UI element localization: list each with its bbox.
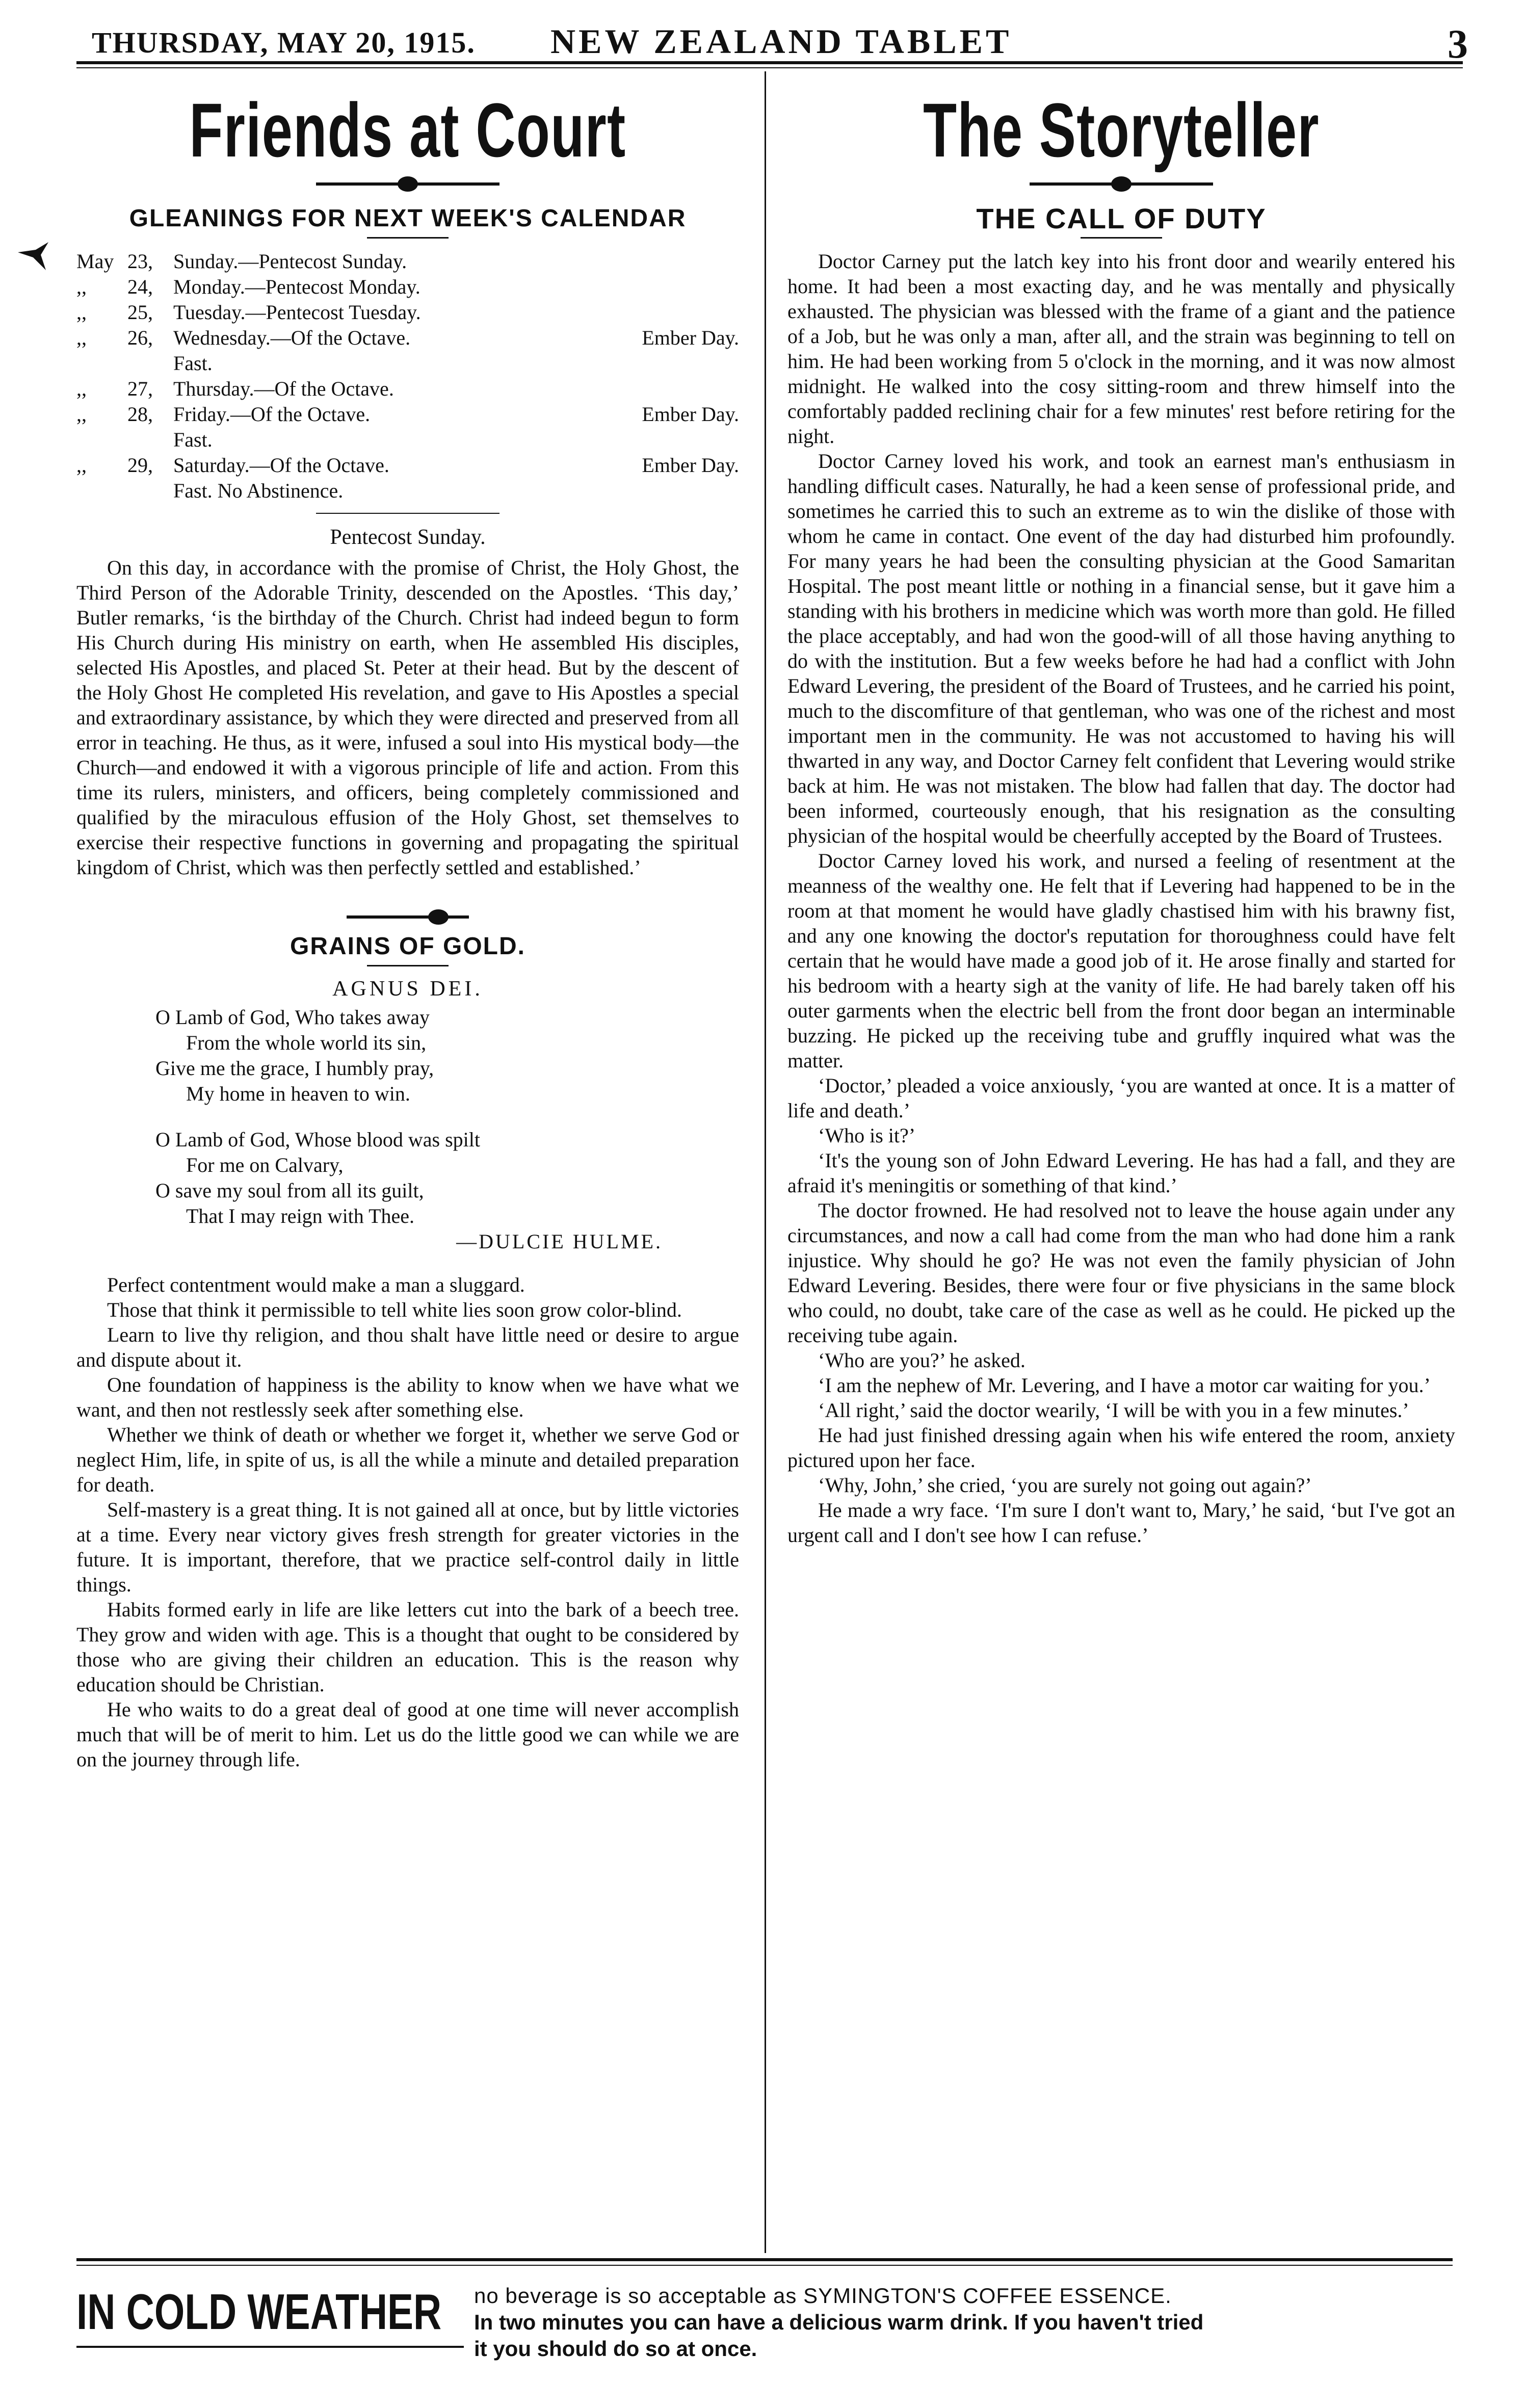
calendar-item <box>76 249 739 274</box>
calendar-note: Fast. <box>173 352 213 375</box>
divider <box>1081 237 1162 239</box>
calendar-month: ,, <box>76 454 87 477</box>
calendar-day: 29, <box>127 454 153 477</box>
story-paragraph: ‘It's the young son of John Edward Levering. He has had a fall, and they are afraid it's meningitis or something of that kind.’ <box>787 1149 1455 1197</box>
advert-line: no beverage is so acceptable as SYMINGTON'S COFFEE ESSENCE. <box>474 2284 1172 2308</box>
calendar-entry: Monday.—Pentecost Monday. <box>173 275 420 298</box>
calendar-entry: Friday.—Of the Octave. <box>173 403 371 426</box>
grain-paragraph: Learn to live thy religion, and thou shalt have little need or desire to argue and dispute about it. <box>76 1323 739 1371</box>
right-column <box>787 87 1455 1548</box>
poem-line: For me on Calvary, <box>186 1154 344 1176</box>
calendar-item <box>76 453 739 504</box>
newspaper-name: NEW ZEALAND TABLET <box>550 22 1012 61</box>
advert-text <box>474 2283 1453 2362</box>
grain-paragraph: Perfect contentment would make a man a sluggard. <box>107 1273 525 1296</box>
pentecost-heading: Pentecost Sunday. <box>330 526 486 549</box>
poem-author: —DULCIE HULME. <box>456 1230 663 1253</box>
calendar-entry: Sunday.—Pentecost Sunday. <box>173 250 407 273</box>
calendar-month: ,, <box>76 301 87 324</box>
grain-paragraph: One foundation of happiness is the ability to know when we have what we want, and then not restlessly seek after something else. <box>76 1373 739 1421</box>
calendar-month: ,, <box>76 275 87 298</box>
page-number: 3 <box>1448 22 1468 67</box>
grains-of-gold-title: GRAINS OF GOLD. <box>290 933 525 960</box>
calendar-day: 28, <box>127 403 153 426</box>
story-body <box>787 249 1455 1548</box>
poem-line: Give me the grace, I humbly pray, <box>155 1057 434 1080</box>
calendar-day: 27, <box>127 377 153 400</box>
ember-day-label: Ember Day. <box>642 454 739 477</box>
story-paragraph: Doctor Carney loved his work, and nursed a feeling of resentment at the meanness of the wealthy one. He felt that if Levering had happened to be in the room at that moment he would have gladly chastised him with his brawny fist, and any one knowing the doctor's reputation for thoroughness could have felt certain that he would have made a good job of it. He arose finally and started for his bedroom with a hearty sigh at the vanity of life. He had barely taken off his outer garments when the electric bell from the front door began an interminable buzzing. He picked up the receiving tube and gruffly inquired what was the matter. <box>787 849 1455 1072</box>
story-paragraph: ‘All right,’ said the doctor wearily, ‘I will be with you in a few minutes.’ <box>818 1399 1409 1422</box>
ember-day-label: Ember Day. <box>642 403 739 426</box>
grain-paragraph: Habits formed early in life are like letters cut into the bark of a beech tree. They grow and widen with age. This is a thought that ought to be considered by those who are giving their children an education. This is the reason why education should be Christian. <box>76 1598 739 1696</box>
calendar-list <box>76 249 739 504</box>
calendar-month: ,, <box>76 377 87 400</box>
friends-at-court-title: Friends at Court <box>189 87 626 173</box>
poem-title: AGNUS DEI. <box>332 977 483 1001</box>
divider <box>367 965 449 966</box>
calendar-day: 23, <box>127 250 153 273</box>
calendar-item <box>76 402 739 453</box>
poem-line: O Lamb of God, Who takes away <box>155 1006 430 1029</box>
story-paragraph: The doctor frowned. He had resolved not to leave the house again under any circumstances, and now a call had come from the man who had done him a rank injustice. Why should he go? He was not even the family physician of John Edward Levering. Besides, there were four or five physicians in the same block who could, no doubt, take care of the case as well as he could. He picked up the receiving tube again. <box>787 1199 1455 1347</box>
calendar-entry: Wednesday.—Of the Octave. <box>173 326 411 349</box>
calendar-month: ,, <box>76 326 87 349</box>
calendar-subtitle: GLEANINGS FOR NEXT WEEK'S CALENDAR <box>129 205 687 232</box>
masthead-rule-thin <box>76 67 1463 68</box>
story-paragraph: Doctor Carney put the latch key into his front door and wearily entered his home. It had been a most exacting day, and he was mentally and physically exhausted. The physician was blessed with the frame of a giant and the patience of a Job, but he was only a man, after all, and the strain was beginning to tell on him. He had been working from 5 o'clock in the morning, and it was now almost midnight. He walked into the cosy sitting-room and threw himself into the comfortably padded reclining chair for a few minutes' rest before retiring for the night. <box>787 250 1455 448</box>
advert-line: it you should do so at once. <box>474 2337 757 2361</box>
story-paragraph: ‘Who is it?’ <box>818 1124 916 1147</box>
story-paragraph: ‘Who are you?’ he asked. <box>818 1349 1026 1372</box>
calendar-item <box>76 325 739 376</box>
poem-line: O save my soul from all its guilt, <box>155 1179 424 1202</box>
calendar-month: May <box>76 250 114 273</box>
divider <box>367 237 449 239</box>
grain-paragraph: He who waits to do a great deal of good at one time will never accomplish much that will be of merit to him. Let us do the little good we can while we are on the journey through life. <box>76 1698 739 1771</box>
left-column <box>76 87 739 1772</box>
story-paragraph: ‘Doctor,’ pleaded a voice anxiously, ‘you are wanted at once. It is a matter of life and death.’ <box>787 1074 1455 1122</box>
title-ornament <box>1030 182 1213 186</box>
title-ornament <box>316 182 499 186</box>
calendar-entry: Tuesday.—Pentecost Tuesday. <box>173 301 421 324</box>
calendar-month: ,, <box>76 403 87 426</box>
section-ornament <box>347 915 469 919</box>
advert-rule-thin <box>76 2265 1453 2266</box>
divider <box>316 513 499 514</box>
storyteller-title: The Storyteller <box>923 87 1320 173</box>
calendar-note: Fast. <box>173 428 213 451</box>
calendar-item <box>76 300 739 325</box>
calendar-note: Fast. No Abstinence. <box>173 479 344 502</box>
masthead <box>76 20 1468 67</box>
calendar-day: 26, <box>127 326 153 349</box>
story-paragraph: He had just finished dressing again when his wife entered the room, anxiety pictured upon her face. <box>787 1424 1455 1472</box>
calendar-day: 25, <box>127 301 153 324</box>
advert-rule <box>76 2258 1453 2261</box>
masthead-rule <box>76 61 1463 64</box>
poem-line: From the whole world its sin, <box>186 1031 427 1054</box>
bird-icon <box>15 242 51 273</box>
grain-paragraph: Self-mastery is a great thing. It is not gained all at once, but by little victories at a time. Every near victory gives fresh strength for greater victories in the future. It is important, therefore, that we practice self-control daily in little things. <box>76 1498 739 1596</box>
calendar-entry: Saturday.—Of the Octave. <box>173 454 389 477</box>
pentecost-paragraph: On this day, in accordance with the promise of Christ, the Holy Ghost, the Third Person of the Adorable Trinity, descended on the Apostles. ‘This day,’ Butler remarks, ‘is the birthday of the Church. Christ had indeed begun to form His Church during His ministry on earth, when He assembled His disciples, selected His Apostles, and placed St. Peter at their head. But by the descent of the Holy Ghost He completed His revelation, and gave to His Apostles a special and extraordinary assistance, by which they were directed and preserved from all error in teaching. He thus, as it were, infused a soul into His mystical body—the Church—and endowed it with a vigorous principle of life and action. From this time its rulers, ministers, and officers, being completely commissioned and qualified by the miraculous effusion of the Holy Ghost, set themselves to exercise their respective functions in governing and propagating the spiritual kingdom of Christ, which was then perfectly settled and established.’ <box>76 556 739 879</box>
calendar-day: 24, <box>127 275 153 298</box>
story-title: THE CALL OF DUTY <box>976 202 1267 234</box>
calendar-item <box>76 274 739 300</box>
advert-line: In two minutes you can have a delicious warm drink. If you haven't tried <box>474 2310 1204 2334</box>
advert-headline: IN COLD WEATHER <box>76 2284 442 2340</box>
story-paragraph: Doctor Carney loved his work, and took an earnest man's enthusiasm in handling difficult cases. Naturally, he had a keen sense of professional pride, and sometimes he carried this to such an extreme as to win the dislike of those with whom he came in contact. One event of the day had disturbed him profoundly. For many years he had been the consulting physician at the Good Samaritan Hospital. The post meant little or nothing in a financial sense, but it gave him a standing with his brothers in medicine which was worth more than gold. He filled the place acceptably, and had won the good-will of all those having anything to do with the institution. But a few weeks before he had had a conflict with John Edward Levering, the president of the Board of Trustees, and he carried his point, much to the discomfiture of that gentleman, who was one of the richest and most important men in the community. He was not accustomed to having his will thwarted in any way, and Doctor Carney felt confident that Levering would strike back at him. He was not mistaken. The blow had fallen that day. The doctor had been informed, courteously enough, that his resignation as the consulting physician of the hospital would be cheerfully accepted by the Board of Trustees. <box>787 450 1455 847</box>
ember-day-label: Ember Day. <box>642 326 739 349</box>
story-paragraph: ‘Why, John,’ she cried, ‘you are surely not going out again?’ <box>818 1474 1312 1497</box>
calendar-item <box>76 376 739 402</box>
poem <box>155 1005 739 1229</box>
issue-date: THURSDAY, MAY 20, 1915. <box>92 26 476 59</box>
poem-line: O Lamb of God, Whose blood was spilt <box>155 1128 480 1151</box>
story-paragraph: ‘I am the nephew of Mr. Levering, and I have a motor car waiting for you.’ <box>818 1374 1431 1397</box>
column-divider <box>765 71 766 2253</box>
poem-line: That I may reign with Thee. <box>186 1205 415 1227</box>
calendar-entry: Thursday.—Of the Octave. <box>173 377 394 400</box>
grain-paragraph: Those that think it permissible to tell white lies soon grow color-blind. <box>107 1298 682 1321</box>
grains-list <box>76 1272 739 1772</box>
grain-paragraph: Whether we think of death or whether we forget it, whether we serve God or neglect Him, life, in spite of us, is all the while a minute and detailed preparation for death. <box>76 1423 739 1496</box>
poem-line: My home in heaven to win. <box>186 1082 410 1105</box>
advert-headline-underline <box>76 2346 464 2348</box>
story-paragraph: He made a wry face. ‘I'm sure I don't want to, Mary,’ he said, ‘but I've got an urgent call and I don't see how I can refuse.’ <box>787 1499 1455 1547</box>
